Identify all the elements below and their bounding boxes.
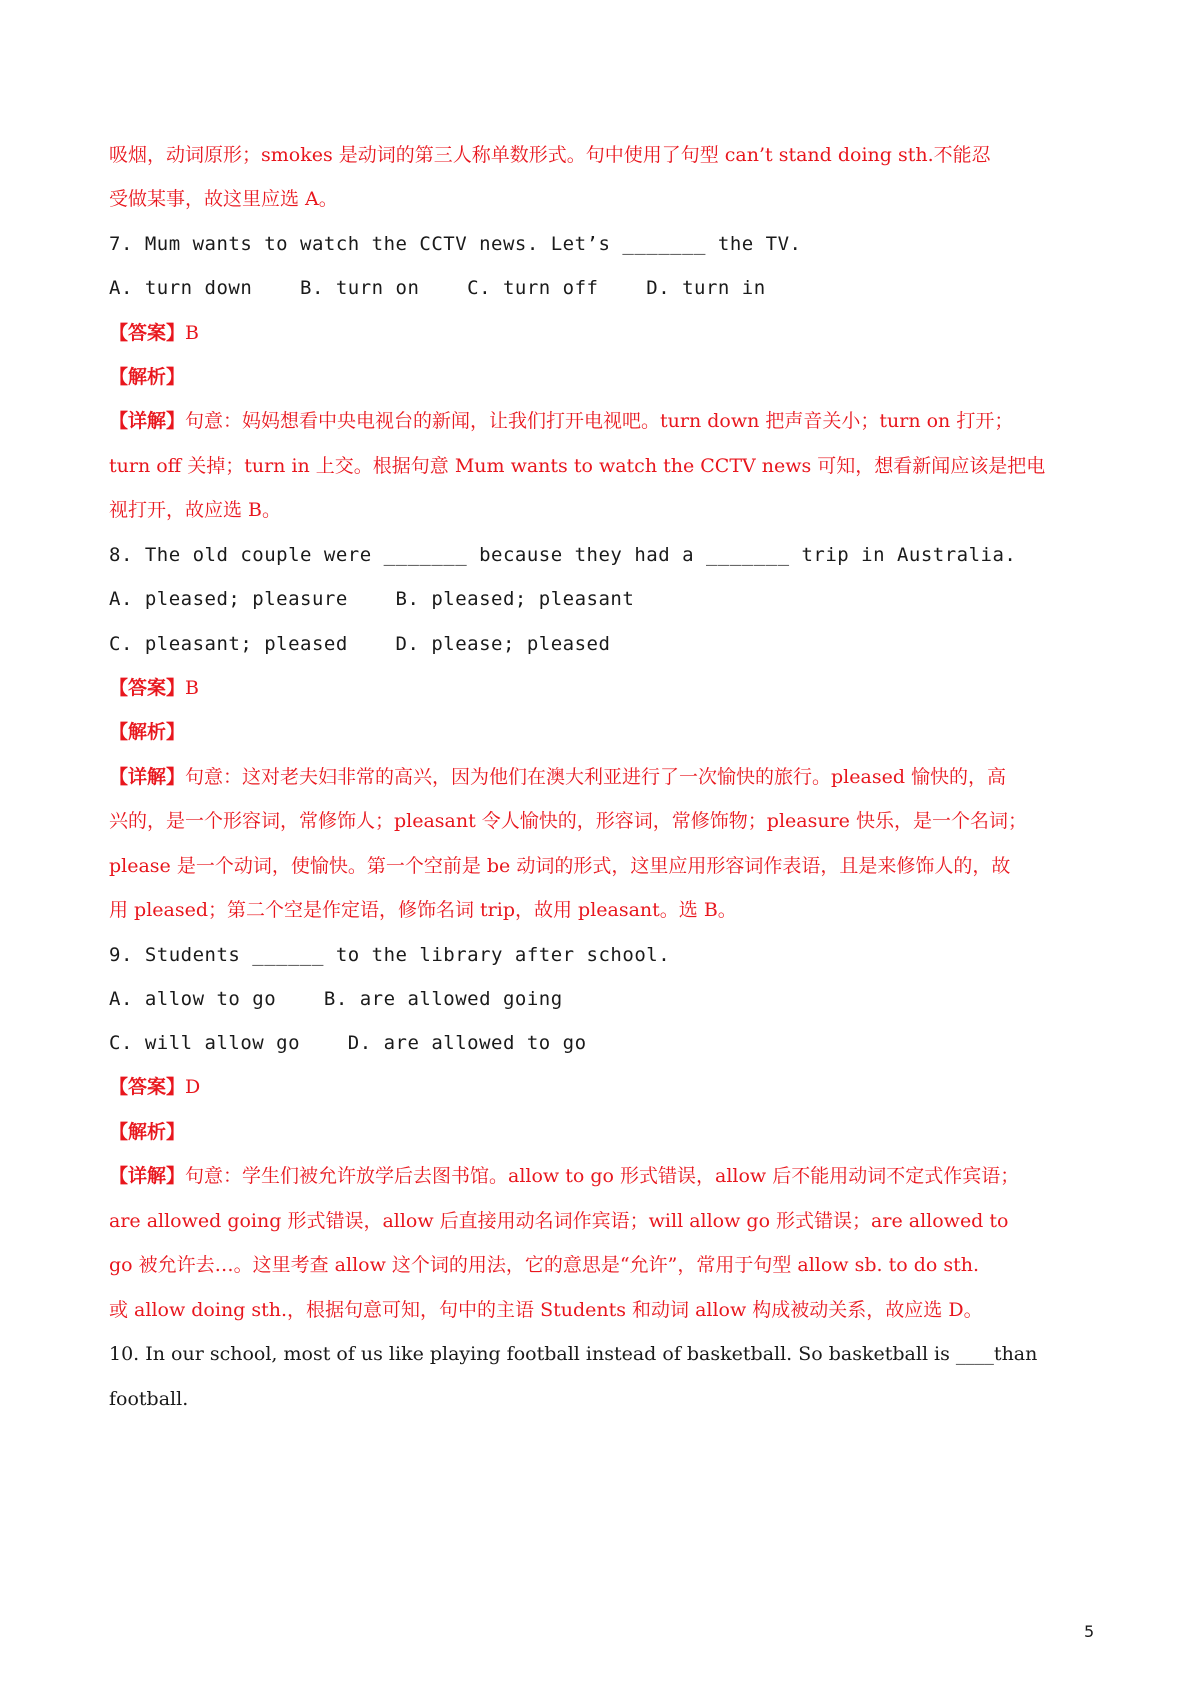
question-10-stem-line-1: 10. In our school, most of us like playing football instead of basketball. So basketball is ____than: [109, 1343, 1038, 1365]
question-7-detail-line-1: [109, 408, 1099, 434]
question-7-detail-line-3: 视打开，故应选 B。: [109, 499, 282, 521]
question-7-answer: [109, 320, 1099, 346]
page-number: 5: [1084, 1622, 1095, 1641]
detail-text: 句意：学生们被允许放学后去图书馆。allow to go 形式错误，allow 后不能用动词不定式作宾语；: [185, 1165, 1020, 1187]
question-8-analysis-label: 【解析】: [109, 721, 186, 743]
question-7-analysis-label: 【解析】: [109, 366, 186, 388]
detail-text: 句意：妈妈想看中央电视台的新闻，让我们打开电视吧。turn down 把声音关小；turn on 打开；: [185, 410, 1014, 432]
question-9-answer: [109, 1074, 1099, 1100]
detail-label: 【详解】: [109, 1165, 186, 1187]
prev-detail-line-1: 吸烟，动词原形；smokes 是动词的第三人称单数形式。句中使用了句型 can’t stand doing sth.不能忍: [109, 144, 991, 166]
answer-value: B: [185, 677, 199, 699]
question-7-detail-line-2: turn off 关掉；turn in 上交。根据句意 Mum wants to watch the CCTV news 可知，想看新闻应该是把电: [109, 455, 1046, 477]
question-10-stem-line-2: football.: [109, 1388, 189, 1410]
question-7-options: A. turn down B. turn on C. turn off D. turn in: [109, 277, 766, 299]
answer-label: 【答案】: [109, 322, 186, 344]
question-9-detail-line-3: go 被允许去…。这里考查 allow 这个词的用法，它的意思是“允许”，常用于句型 allow sb. to do sth.: [109, 1254, 980, 1276]
answer-label: 【答案】: [109, 1076, 186, 1098]
question-9-detail-line-1: [109, 1163, 1099, 1189]
question-8-detail-line-3: please 是一个动词，使愉快。第一个空前是 be 动词的形式，这里应用形容词作表语，且是来修饰人的，故: [109, 855, 1011, 877]
detail-text: 句意：这对老夫妇非常的高兴，因为他们在澳大利亚进行了一次愉快的旅行。pleased 愉快的，高: [185, 766, 1007, 788]
detail-label: 【详解】: [109, 766, 186, 788]
question-8-detail-line-2: 兴的，是一个形容词，常修饰人；pleasant 令人愉快的，形容词，常修饰物；pleasure 快乐，是一个名词；: [109, 810, 1027, 832]
question-9-stem: 9. Students ______ to the library after school.: [109, 944, 671, 966]
question-9-options-line-1: A. allow to go B. are allowed going: [109, 988, 563, 1010]
answer-value: B: [185, 322, 199, 344]
question-9-detail-line-4: 或 allow doing sth.，根据句意可知，句中的主语 Students 和动词 allow 构成被动关系，故应选 D。: [109, 1299, 983, 1321]
detail-label: 【详解】: [109, 410, 186, 432]
question-9-options-line-2: C. will allow go D. are allowed to go: [109, 1032, 587, 1054]
question-9-analysis-label: 【解析】: [109, 1121, 186, 1143]
question-8-options-line-2: C. pleasant; pleased D. please; pleased: [109, 633, 611, 655]
question-8-detail-line-4: 用 pleased；第二个空是作定语，修饰名词 trip，故用 pleasant。选 B。: [109, 899, 737, 921]
question-8-stem: 8. The old couple were _______ because they had a _______ trip in Australia.: [109, 544, 1017, 566]
question-7-stem: 7. Mum wants to watch the CCTV news. Let’s _______ the TV.: [109, 233, 802, 255]
question-8-options-line-1: A. pleased; pleasure B. pleased; pleasant: [109, 588, 635, 610]
question-9-detail-line-2: are allowed going 形式错误，allow 后直接用动名词作宾语；will allow go 形式错误；are allowed to: [109, 1210, 1009, 1232]
question-8-answer: [109, 675, 1099, 701]
answer-label: 【答案】: [109, 677, 186, 699]
question-8-detail-line-1: [109, 764, 1099, 790]
answer-value: D: [185, 1076, 201, 1098]
prev-detail-line-2: 受做某事，故这里应选 A。: [109, 188, 338, 210]
